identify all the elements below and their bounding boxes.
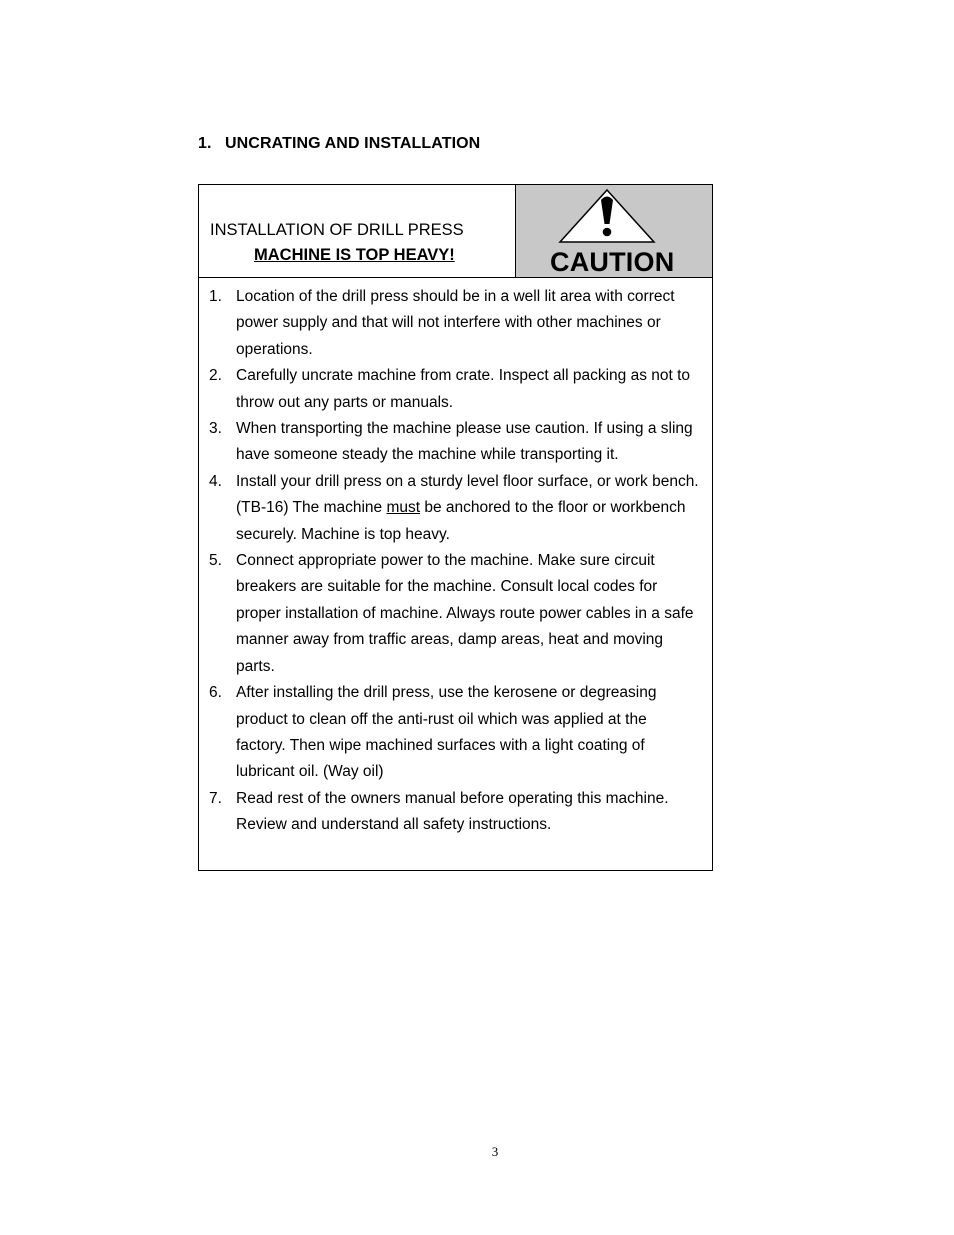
step-number: 3. <box>209 420 222 438</box>
step-number: 7. <box>209 789 222 807</box>
caution-box-header <box>199 185 712 278</box>
section-number: 1. <box>198 135 212 152</box>
step-text: Location of the drill press should be in a well lit area with correct power supply and that will not interfere with other machines or operations. <box>236 288 675 358</box>
list-item <box>199 416 712 469</box>
step-number: 2. <box>209 367 222 385</box>
step-text: After installing the drill press, use the kerosene or degreasing product to clean off the anti-rust oil which was applied at the factory. Then wipe machined surfaces with a light coating of lubricant oil. (Way oil) <box>236 684 657 781</box>
step-number: 1. <box>209 288 222 305</box>
installation-title: INSTALLATION OF DRILL PRESS <box>210 221 464 239</box>
warning-triangle-icon <box>557 188 657 243</box>
caution-box <box>198 184 713 871</box>
step-text: Carefully uncrate machine from crate. Inspect all packing as not to throw out any parts or manuals. <box>236 367 691 411</box>
page-number: 3 <box>491 1144 499 1159</box>
step-emphasis: must <box>386 499 421 517</box>
step-number: 4. <box>209 472 222 490</box>
section-heading <box>198 135 480 153</box>
list-item <box>199 786 712 839</box>
step-number: 6. <box>209 684 222 702</box>
list-item <box>199 469 712 548</box>
list-item <box>199 363 712 416</box>
step-number: 5. <box>209 552 222 570</box>
top-heavy-warning: MACHINE IS TOP HEAVY! <box>254 246 455 264</box>
list-item <box>199 548 712 680</box>
step-text: Connect appropriate power to the machine. Make sure circuit breakers are suitable for the machine. Consult local codes for proper installation of machine. Always route power cables in a safe manner away from traffic areas, damp areas, heat and moving parts. <box>236 552 694 675</box>
step-text-before: Install your drill press on a sturdy level floor surface, or work bench. (TB-16) The machine <box>236 472 699 517</box>
caution-label: CAUTION <box>550 247 675 277</box>
list-item <box>199 284 712 363</box>
section-title: UNCRATING AND INSTALLATION <box>225 135 481 152</box>
list-item <box>199 680 712 786</box>
caution-panel <box>516 185 712 277</box>
step-text: When transporting the machine please use caution. If using a sling have someone steady the machine while transporting it. <box>236 420 693 464</box>
caution-box-header-left <box>199 185 516 277</box>
step-text: Read rest of the owners manual before operating this machine. Review and understand all safety instructions. <box>236 789 669 834</box>
installation-steps <box>199 284 712 839</box>
step-text-after: be anchored to the floor or workbench securely. Machine is top heavy. <box>236 499 686 543</box>
